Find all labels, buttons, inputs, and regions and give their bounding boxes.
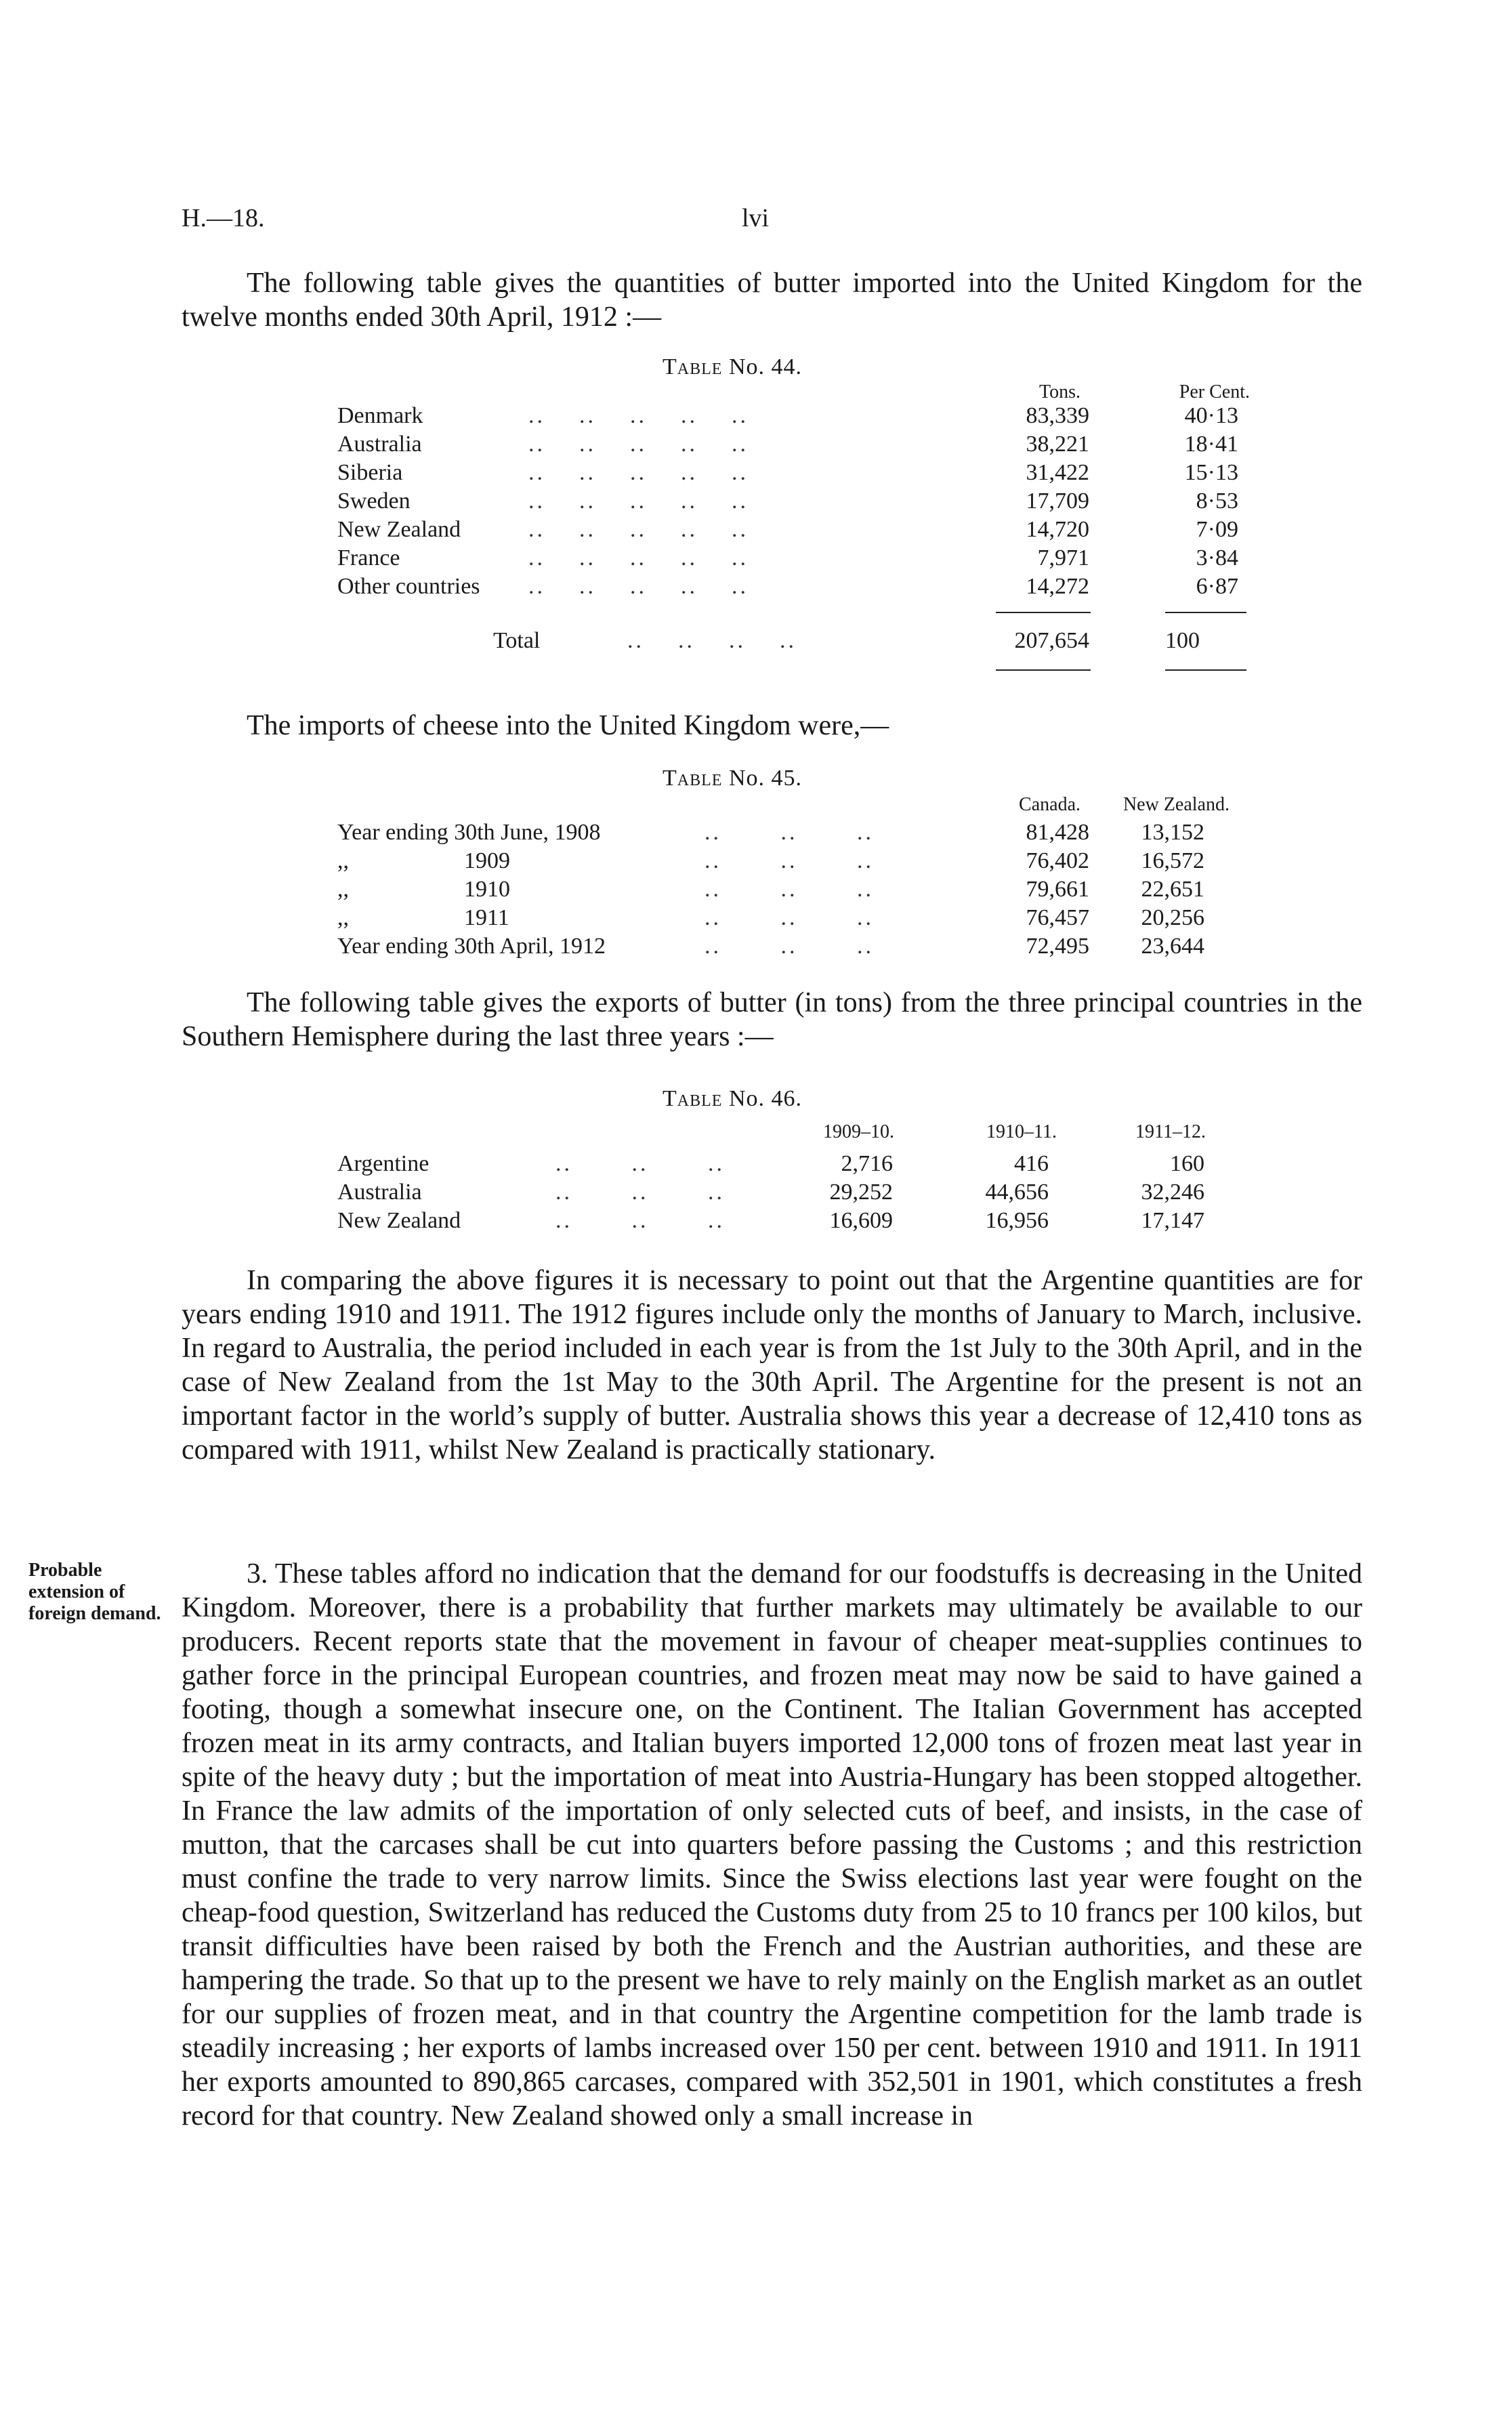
table-row: Siberia .. .. .. .. .. 31,422 15·13: [337, 460, 1238, 485]
table-row: Australia .. .. .. 29,252 44,656 32,246: [337, 1180, 1204, 1205]
table-row: Year ending 30th June, 1908 .. .. .. 81,428 13,152: [337, 820, 1204, 845]
paragraph-3: 3. These tables afford no indication that the demand for our foodstuffs is decreasing in the United Kingdom. Moreover, there is a probability that further markets may ultimately be available to our producers. Recent reports state that the movement in favour of cheaper meat-supplies continues to gather force in the principal European countries, and frozen meat may now be said to have gained a footing, though a somewhat insecure one, on the Continent. The Italian Government has accepted frozen meat in its army contracts, and Italian buyers imported 12,000 tons of frozen meat last year in spite of the heavy duty ; but the importation of meat into Austria-Hungary has been stopped altogether. In France the law admits of the importation of only selected cuts of beef, and insists, in the case of mutton, that the carcases shall be cut into quarters before passing the Customs ; and this restriction must confine the trade to very narrow limits. Since the Swiss elections last year were fought on the cheap-food question, Switzerland has reduced the Customs duty from 25 to 10 francs per 100 kilos, but transit difficulties have been raised by both the French and the Austrian authorities, and these are hampering the trade. So that up to the present we have to rely mainly on the English market as an outlet for our supplies of frozen meat, and in that country the Argentine competition for the lamb trade is steadily increasing ; her exports of lambs increased over 150 per cent. between 1910 and 1911. In 1911 her exports amounted to 890,865 carcases, compared with 352,501 in 1901, which constitutes a fresh record for that country. New Zealand showed only a small increase in: [182, 1558, 1362, 2132]
table-46-header-1909-10: 1909–10.: [823, 1121, 894, 1142]
table-row: Other countries .. .. .. .. .. 14,272 6·87: [337, 574, 1238, 599]
table-44-total-row: Total .. .. .. .. 207,654 100: [493, 628, 1200, 653]
table-46-header-1910-11: 1910–11.: [986, 1121, 1057, 1142]
table-44-rule-tons-bottom: [996, 669, 1091, 671]
table-46-header-1911-12: 1911–12.: [1135, 1121, 1206, 1142]
table-row: ,, 1910 .. .. .. 79,661 22,651: [337, 877, 1204, 902]
intro-table-44: The following table gives the quantities of butter imported into the United Kingdom for the twelve months ended 30th April, 1912 :—: [182, 268, 1362, 333]
paragraph-comparison: In comparing the above figures it is necessary to point out that the Argentine quantities are for years ending 1910 and 1911. The 1912 figures include only the months of January to March, inclusive. In regard to Australia, the period included in each year is from the 1st July to the 30th April, and in the case of New Zealand from the 1st May to the 30th April. The Argentine for the present is not an important factor in the world’s supply of butter. Australia shows this year a decrease of 12,410 tons as compared with 1911, whilst New Zealand is practically stationary.: [182, 1265, 1362, 1465]
table-44-title: Table No. 44.: [663, 354, 802, 379]
table-44-rule-percent-top: [1165, 612, 1246, 613]
document-reference: H.—18.: [182, 204, 265, 232]
intro-table-45: The imports of cheese into the United Kingdom were,—: [247, 710, 889, 741]
table-row: Denmark .. .. .. .. .. 83,339 40·13: [337, 403, 1238, 428]
table-45-title: Table No. 45.: [663, 766, 802, 791]
table-44-header-percent: Per Cent.: [1179, 381, 1250, 402]
table-row: Australia .. .. .. .. .. 38,221 18·41: [337, 432, 1238, 457]
table-row: Year ending 30th April, 1912 .. .. .. 72,495 23,644: [337, 934, 1204, 959]
table-row: ,, 1911 .. .. .. 76,457 20,256: [337, 905, 1204, 930]
table-46-title: Table No. 46.: [663, 1086, 802, 1111]
table-row: Sweden .. .. .. .. .. 17,709 8·53: [337, 488, 1238, 514]
table-45-header-new-zealand: New Zealand.: [1122, 794, 1230, 815]
table-45-header-canada: Canada.: [1019, 794, 1080, 815]
table-44-rule-tons-top: [996, 612, 1091, 613]
table-44-header-tons: Tons.: [1038, 381, 1080, 402]
table-row: New Zealand .. .. .. .. .. 14,720 7·09: [337, 517, 1238, 542]
table-row: France .. .. .. .. .. 7,971 3·84: [337, 545, 1238, 570]
table-row: New Zealand .. .. .. 16,609 16,956 17,147: [337, 1208, 1204, 1233]
table-44-rule-percent-bottom: [1165, 669, 1246, 671]
margin-note: Probable extension of foreign demand.: [28, 1560, 161, 1624]
table-row: ,, 1909 .. .. .. 76,402 16,572: [337, 848, 1204, 873]
intro-table-46: The following table gives the exports of butter (in tons) from the three principal countries in the Southern Hemisphere during the last three years :—: [182, 987, 1362, 1052]
table-row: Argentine .. .. .. 2,716 416 160: [337, 1151, 1204, 1176]
page-number: lvi: [742, 204, 770, 232]
